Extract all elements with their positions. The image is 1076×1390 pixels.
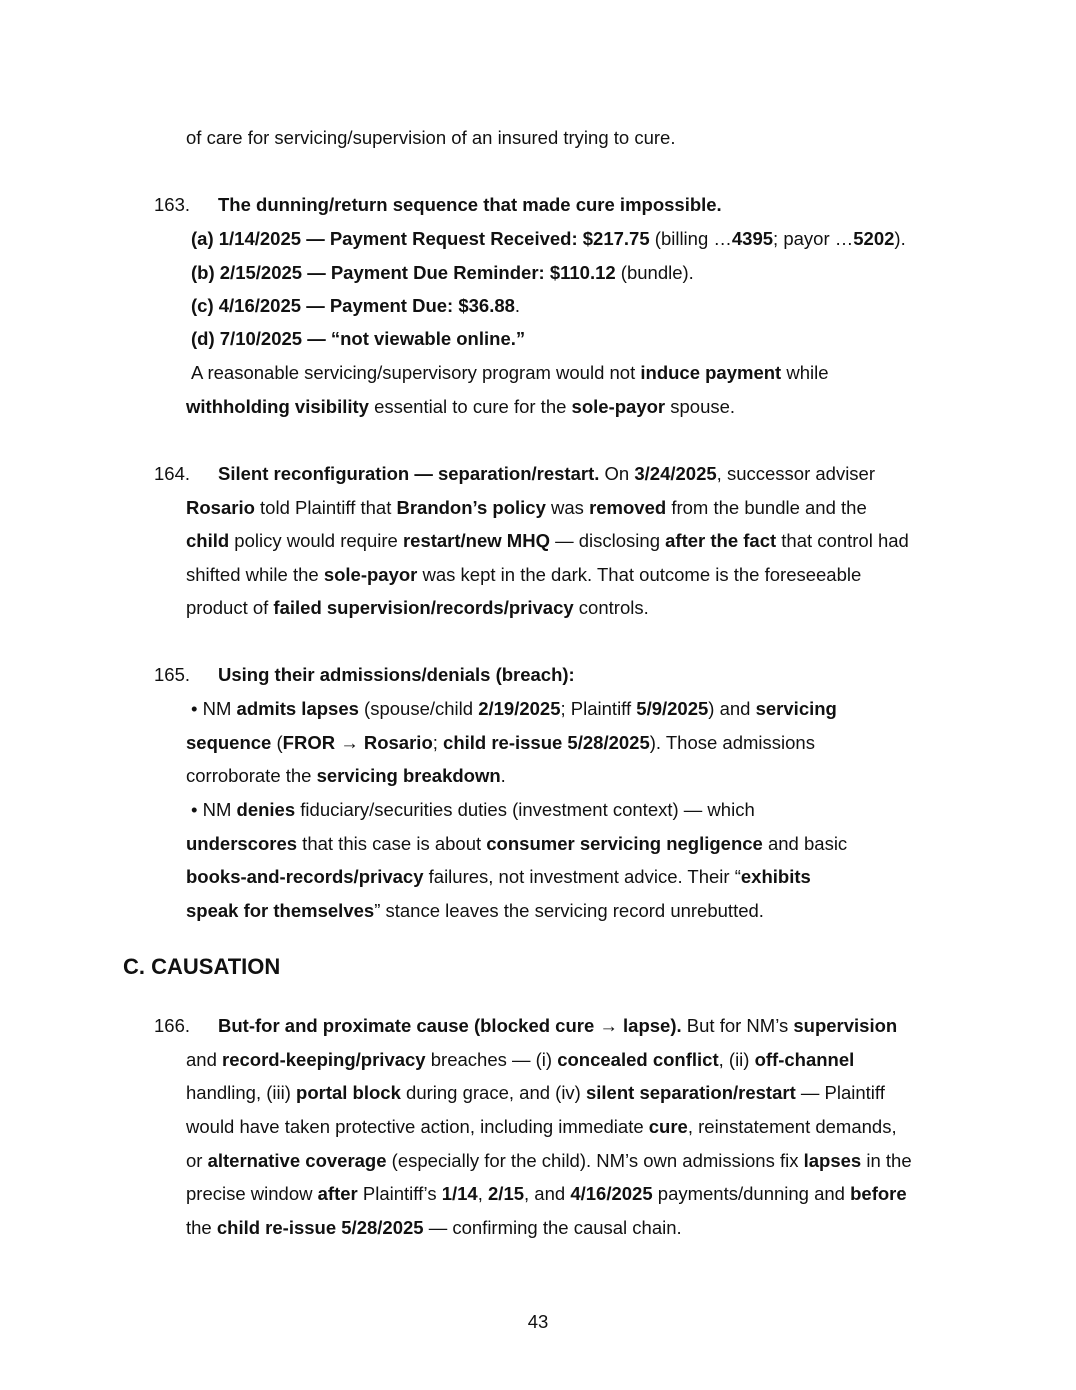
paragraph-number-164: 164. xyxy=(154,463,191,484)
bold-text: Brandon’s policy xyxy=(396,497,546,518)
text-run: • NM xyxy=(191,799,237,820)
bold-text: after xyxy=(317,1183,358,1204)
bold-text: speak for themselves xyxy=(186,900,375,921)
text-run: (spouse/child xyxy=(358,698,479,719)
p164-text-line xyxy=(186,497,867,519)
text-run: ( xyxy=(271,732,283,753)
bold-text: induce payment xyxy=(640,362,782,383)
text-run: was kept in the dark. That outcome is the foreseeable xyxy=(417,564,862,585)
p165-bullet-2 xyxy=(191,799,755,821)
text-run: told Plaintiff that xyxy=(254,497,397,518)
bold-text: restart/new MHQ xyxy=(402,530,550,551)
bold-text: 2/15 xyxy=(488,1183,525,1204)
bold-text: admits lapses xyxy=(236,698,359,719)
text-run: — Plaintiff xyxy=(795,1082,885,1103)
text-run: corroborate the xyxy=(186,765,317,786)
bold-text: 5202 xyxy=(853,228,895,249)
text-run: • NM xyxy=(191,698,237,719)
bold-text: child re-issue 5/28/2025 xyxy=(216,1217,424,1238)
p164-text-line xyxy=(186,597,649,619)
p163-item-c xyxy=(191,295,520,317)
bold-text: sole-payor xyxy=(571,396,666,417)
text-run: Plaintiff’s xyxy=(357,1183,442,1204)
text-run: , (ii) xyxy=(718,1049,755,1070)
bold-text: FROR → Rosario xyxy=(282,732,433,753)
text-run: handling, (iii) xyxy=(186,1082,297,1103)
text-run: product of xyxy=(186,597,274,618)
bold-text: 3/24/2025 xyxy=(634,463,717,484)
text-run: , xyxy=(477,1183,489,1204)
bold-text: after the fact xyxy=(665,530,777,551)
p165-text-line xyxy=(186,900,764,922)
p163-heading xyxy=(218,194,722,216)
p165-text-line xyxy=(186,765,506,787)
p163-text-line xyxy=(191,362,829,384)
text-run: On xyxy=(599,463,635,484)
bold-text: withholding visibility xyxy=(186,396,369,417)
bold-text: exhibits xyxy=(740,866,811,887)
text-run: (billing … xyxy=(649,228,732,249)
bold-text: servicing breakdown xyxy=(316,765,501,786)
p166-text-line xyxy=(186,1183,907,1205)
text-run: , and xyxy=(524,1183,571,1204)
p164-heading-line xyxy=(218,463,875,485)
bold-text: alternative coverage xyxy=(207,1150,387,1171)
bold-text: removed xyxy=(589,497,667,518)
text-run: would have taken protective action, including immediate xyxy=(186,1116,649,1137)
bold-text: 4395 xyxy=(731,228,774,249)
bold-text: child xyxy=(186,530,230,551)
p163-text-line xyxy=(186,396,735,418)
p166-text-line xyxy=(186,1049,854,1071)
bold-text: 5/9/2025 xyxy=(636,698,709,719)
text-run: or xyxy=(186,1150,208,1171)
text-run: . xyxy=(514,295,521,316)
bold-text: Using their admissions/denials (breach): xyxy=(218,664,575,685)
bold-text: off-channel xyxy=(754,1049,855,1070)
text-run: and basic xyxy=(762,833,848,854)
text-run: that this case is about xyxy=(297,833,487,854)
text-run: ). Those admissions xyxy=(649,732,815,753)
bold-text: before xyxy=(850,1183,907,1204)
text-run: — disclosing xyxy=(549,530,666,551)
bold-text: (d) 7/10/2025 — “not viewable online.” xyxy=(191,328,526,349)
p166-heading-line xyxy=(218,1015,897,1037)
text-run: ). xyxy=(894,228,906,249)
p163-item-a xyxy=(191,228,906,250)
text-run: policy would require xyxy=(229,530,403,551)
text-run: A reasonable servicing/supervisory program would not xyxy=(191,362,641,383)
bold-text: servicing xyxy=(755,698,837,719)
bold-text: But-for and proximate cause (blocked cure → lapse). xyxy=(218,1015,682,1036)
p164-text-line xyxy=(186,530,909,552)
p166-text-line xyxy=(186,1150,912,1172)
bold-text: supervision xyxy=(793,1015,898,1036)
text-run: spouse. xyxy=(665,396,736,417)
bold-text: portal block xyxy=(296,1082,401,1103)
bold-text: child re-issue 5/28/2025 xyxy=(443,732,650,753)
text-run: shifted while the xyxy=(186,564,324,585)
p163-item-b xyxy=(191,262,694,284)
paragraph-number-166: 166. xyxy=(154,1015,191,1036)
text-run: ; Plaintiff xyxy=(560,698,637,719)
text-run: while xyxy=(781,362,829,383)
p165-text-line xyxy=(186,833,847,855)
text-run: — confirming the causal chain. xyxy=(423,1217,682,1238)
p165-heading xyxy=(218,664,575,686)
bold-text: failed supervision/records/privacy xyxy=(273,597,574,618)
p165-bullet-1 xyxy=(191,698,837,720)
text-run: during grace, and (iv) xyxy=(400,1082,586,1103)
text-run: . xyxy=(500,765,506,786)
text-run: from the bundle and the xyxy=(666,497,867,518)
bold-text: (c) 4/16/2025 — Payment Due: $36.88 xyxy=(191,295,515,316)
text-run: fiduciary/securities duties (investment context) — which xyxy=(295,799,755,820)
text-run: the xyxy=(186,1217,217,1238)
text-run: in the xyxy=(861,1150,912,1171)
text-run: of care for servicing/supervision of an insured trying to cure. xyxy=(186,127,676,148)
bold-text: denies xyxy=(236,799,296,820)
bold-text: underscores xyxy=(186,833,298,854)
text-run: precise window xyxy=(186,1183,318,1204)
bold-text: (b) 2/15/2025 — Payment Due Reminder: $110.12 xyxy=(191,262,616,283)
bold-text: 4/16/2025 xyxy=(570,1183,653,1204)
bold-text: consumer servicing negligence xyxy=(486,833,763,854)
text-run: ” stance leaves the servicing record unrebutted. xyxy=(374,900,764,921)
bold-text: silent separation/restart xyxy=(585,1082,796,1103)
p165-text-line xyxy=(186,866,811,888)
bold-text: concealed conflict xyxy=(557,1049,719,1070)
text-run: ; payor … xyxy=(773,228,854,249)
bold-text: The dunning/return sequence that made cure impossible. xyxy=(218,194,722,215)
p164-text-line xyxy=(186,564,861,586)
p166-text-line xyxy=(186,1082,885,1104)
bold-text: 1/14 xyxy=(441,1183,478,1204)
p165-text-line xyxy=(186,732,815,754)
text-run: and xyxy=(186,1049,223,1070)
bold-text: Silent reconfiguration — separation/restart. xyxy=(218,463,600,484)
text-run: was xyxy=(545,497,590,518)
text-run: ; xyxy=(432,732,444,753)
text-run: that control had xyxy=(776,530,909,551)
section-heading: C. CAUSATION xyxy=(123,954,281,979)
text-run: But for NM’s xyxy=(681,1015,794,1036)
bold-text: record-keeping/privacy xyxy=(222,1049,426,1070)
text-run: , successor adviser xyxy=(716,463,876,484)
text-run: (especially for the child). NM’s own admissions fix xyxy=(386,1150,804,1171)
bold-text: lapses xyxy=(803,1150,862,1171)
text-run: controls. xyxy=(573,597,649,618)
bold-text: 2/19/2025 xyxy=(478,698,561,719)
text-run: , reinstatement demands, xyxy=(687,1116,897,1137)
p166-text-line xyxy=(186,1116,897,1138)
text-run: essential to cure for the xyxy=(368,396,572,417)
paragraph-number-163: 163. xyxy=(154,194,191,215)
text-run: failures, not investment advice. Their “ xyxy=(423,866,741,887)
bold-text: sequence xyxy=(186,732,272,753)
bold-text: sole-payor xyxy=(323,564,418,585)
text-run: payments/dunning and xyxy=(652,1183,851,1204)
page-number: 43 xyxy=(527,1311,549,1332)
bold-text: books-and-records/privacy xyxy=(186,866,424,887)
intro-line xyxy=(186,127,675,149)
bold-text: cure xyxy=(648,1116,688,1137)
p163-item-d xyxy=(191,328,525,350)
p166-text-line xyxy=(186,1217,682,1239)
bold-text: Rosario xyxy=(186,497,255,518)
bold-text: (a) 1/14/2025 — Payment Request Received: $217.75 xyxy=(191,228,650,249)
text-run: ) and xyxy=(708,698,756,719)
paragraph-number-165: 165. xyxy=(154,664,191,685)
text-run: breaches — (i) xyxy=(425,1049,558,1070)
text-run: (bundle). xyxy=(615,262,694,283)
